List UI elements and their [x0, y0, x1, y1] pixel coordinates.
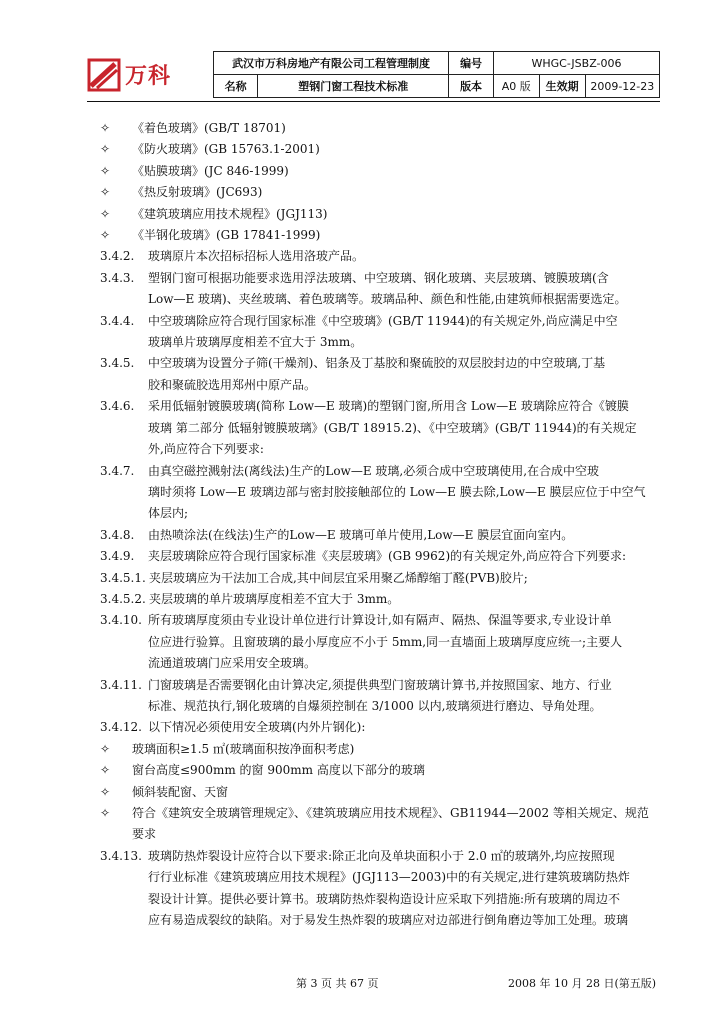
company-logo: [87, 51, 213, 98]
name-label: 名称: [214, 75, 258, 98]
clause-text: 玻璃防热炸裂设计应符合以下要求:除正北向及单块面积小于 2.0 ㎡的玻璃外,均应按照现: [148, 848, 615, 863]
clause-text: 夹层玻璃除应符合现行国家标准《夹层玻璃》(GB 9962)的有关规定外,尚应符合下列要求:: [148, 549, 626, 564]
clause-number: 3.4.6.: [100, 399, 135, 414]
clause-continuation: [100, 418, 660, 439]
clause-number: 3.4.12.: [100, 720, 142, 735]
clause-row: [100, 546, 660, 567]
bullet-icon: ✧: [100, 741, 111, 756]
clause-continuation: [100, 653, 660, 674]
clause-text: Low—E 玻璃)、夹丝玻璃、着色玻璃等。玻璃品种、颜色和性能,由建筑师根据需要选定。: [148, 292, 627, 307]
clause-number: 3.4.5.1.: [100, 570, 146, 585]
clause-text: 外,尚应符合下列要求:: [148, 442, 264, 457]
bullet-text: 符合《建筑安全玻璃管理规定》、《建筑玻璃应用技术规程》、GB11944—2002 等相关规定、规范: [132, 806, 649, 820]
bullet-text: 倾斜装配窗、天窗: [132, 784, 229, 799]
document-body: [100, 118, 660, 931]
clause-number: 3.4.8.: [100, 527, 135, 542]
bullet-icon: ✧: [100, 806, 111, 820]
header-table: [213, 51, 660, 98]
clause-text: 中空玻璃除应符合现行国家标准《中空玻璃》(GB/T 11944)的有关规定外,尚应满足中空: [148, 313, 618, 328]
clause-number: 3.4.5.2.: [100, 591, 146, 606]
bullet-icon: ✧: [100, 206, 111, 221]
clause-continuation: [100, 439, 660, 460]
clause-number: 3.4.7.: [100, 463, 135, 478]
clause-text: 位应进行验算。且窗玻璃的最小厚度应不小于 5mm,同一直墙面上玻璃厚度应统一;主要人: [148, 634, 623, 649]
list-item: ✧ 《热反射玻璃》(JC693): [100, 182, 660, 203]
clause-number: 3.4.11.: [100, 677, 142, 692]
company-title: 武汉市万科房地产有限公司工程管理制度: [214, 52, 449, 75]
bullet-text: 窗台高度≤900mm 的窗 900mm 高度以下部分的玻璃: [132, 763, 425, 778]
version-value: A0 版: [493, 75, 539, 98]
list-item: ✧ 《建筑玻璃应用技术规程》(JGJ113): [100, 204, 660, 225]
clause-row: [100, 353, 660, 374]
clause-row: [100, 589, 660, 610]
bullet-icon: ✧: [100, 121, 111, 135]
clause-text: 采用低辐射镀膜玻璃(简称 Low—E 玻璃)的塑钢门窗,所用含 Low—E 玻璃除应符合《镀膜: [148, 399, 629, 414]
clause-list: [100, 246, 660, 738]
clause-continuation: [100, 375, 660, 396]
clause-text: 标准、规范执行,钢化玻璃的自爆须控制在 3/1000 以内,玻璃须进行磨边、导角处理。: [148, 698, 602, 713]
clause-text: 由真空磁控溅射法(离线法)生产的Low—E 玻璃,必须合成中空玻璃使用,在合成中空玻: [148, 463, 600, 478]
clause-continuation: [100, 910, 660, 931]
clause-row: [100, 568, 660, 589]
clause-number: 3.4.3.: [100, 270, 135, 285]
bullet-icon: ✧: [100, 763, 111, 778]
clause-row: [100, 311, 660, 332]
list-item: ✧ 《半钢化玻璃》(GB 17841-1999): [100, 225, 660, 246]
clause-text: 夹层玻璃应为干法加工合成,其中间层宜采用聚乙烯醇缩丁醛(PVB)胶片;: [149, 570, 528, 585]
clause-number: 3.4.2.: [100, 249, 135, 264]
code-value: WHGC-JSBZ-006: [493, 52, 659, 75]
clause-text: 以下情况必须使用安全玻璃(内外片钢化):: [148, 720, 366, 735]
bullet-icon: ✧: [100, 228, 111, 243]
clause-text: 流通道玻璃门应采用安全玻璃。: [148, 656, 317, 671]
bullet-text: 玻璃面积≥1.5 ㎡(玻璃面积按净面积考虑): [132, 741, 355, 756]
clause-text: 行行业标准《建筑玻璃应用技术规程》(JGJ113—2003)中的有关规定,进行建筑玻璃防热炸: [148, 870, 630, 885]
clause-number: 3.4.13.: [100, 848, 142, 863]
clause-row: [100, 461, 660, 482]
effective-value: 2009-12-23: [585, 75, 659, 98]
standards-bullet-list: [100, 118, 660, 246]
header-rule: [87, 101, 660, 102]
safety-glass-bullet-list: [100, 739, 660, 846]
clause-continuation: [100, 503, 660, 524]
clause-number: 3.4.5.: [100, 356, 135, 371]
clause-text: 裂设计计算。提供必要计算书。玻璃防热炸裂构造设计应采取下列措施:所有玻璃的周边不: [148, 891, 621, 906]
clause-text: 玻璃单片玻璃厚度相差不宜大于 3mm。: [148, 335, 363, 350]
clause-text: 玻璃原片本次招标招标人选用洛玻产品。: [148, 249, 365, 264]
list-item: ✧ 《着色玻璃》(GB/T 18701): [100, 118, 660, 139]
clause-3-4-13: [100, 846, 660, 932]
clause-number: 3.4.9.: [100, 549, 135, 564]
clause-number: 3.4.10.: [100, 613, 142, 628]
bullet-icon: ✧: [100, 185, 111, 200]
clause-row: [100, 610, 660, 631]
list-item: ✧ 《贴膜玻璃》(JC 846-1999): [100, 161, 660, 182]
clause-row: [100, 525, 660, 546]
bullet-text: 要求: [132, 827, 157, 842]
list-item: [100, 824, 660, 845]
list-item: [100, 803, 660, 824]
clause-text: 塑钢门窗可根据功能要求选用浮法玻璃、中空玻璃、钢化玻璃、夹层玻璃、镀膜玻璃(含: [148, 270, 609, 285]
clause-row: [100, 268, 660, 289]
page-number: 第 3 页 共 67 页: [296, 977, 379, 990]
clause-continuation: [100, 889, 660, 910]
clause-continuation: [100, 696, 660, 717]
clause-row: [100, 396, 660, 417]
clause-continuation: [100, 289, 660, 310]
bullet-icon: ✧: [100, 163, 111, 178]
list-item: [100, 782, 660, 803]
clause-text: 由热喷涂法(在线法)生产的Low—E 玻璃可单片使用,Low—E 膜层宜面向室内。: [148, 527, 574, 542]
clause-text: 璃时须将 Low—E 玻璃边部与密封胶接触部位的 Low—E 膜去除,Low—E 膜层应位于中空气: [148, 484, 646, 499]
clause-text: 所有玻璃厚度须由专业设计单位进行计算设计,如有隔声、隔热、保温等要求,专业设计单: [148, 613, 612, 628]
clause-row: [100, 846, 660, 867]
effective-label: 生效期: [539, 75, 585, 98]
bullet-icon: ✧: [100, 142, 111, 157]
clause-number: 3.4.4.: [100, 313, 135, 328]
list-item: [100, 739, 660, 760]
clause-text: 门窗玻璃是否需要钢化由计算决定,须提供典型门窗玻璃计算书,并按照国家、地方、行业: [148, 677, 612, 692]
bullet-icon: ✧: [100, 784, 111, 799]
footer-date: 2008 年 10 月 28 日(第五版): [508, 977, 657, 990]
vanke-logo-icon: [87, 58, 121, 92]
clause-text: 玻璃 第二部分 低辐射镀膜玻璃》(GB/T 18915.2)、《中空玻璃》(GB/T 11944)的有关规定: [148, 420, 637, 435]
clause-row: [100, 246, 660, 267]
clause-text: 体层内;: [148, 506, 189, 521]
clause-continuation: [100, 482, 660, 503]
clause-continuation: [100, 867, 660, 888]
list-item: ✧ 《防火玻璃》(GB 15763.1-2001): [100, 139, 660, 160]
logo-text: 万科: [125, 64, 172, 89]
clause-continuation: [100, 332, 660, 353]
name-value: 塑钢门窗工程技术标准: [258, 75, 449, 98]
version-label: 版本: [449, 75, 494, 98]
clause-continuation: [100, 632, 660, 653]
clause-row: [100, 675, 660, 696]
code-label: 编号: [449, 52, 494, 75]
clause-text: 夹层玻璃的单片玻璃厚度相差不宜大于 3mm。: [149, 591, 400, 606]
clause-row: [100, 717, 660, 738]
clause-text: 胶和聚硫胶选用郑州中原产品。: [148, 377, 317, 392]
clause-text: 应有易造成裂纹的缺陷。对于易发生热炸裂的玻璃应对边部进行倒角磨边等加工处理。玻璃: [148, 913, 629, 928]
list-item: [100, 760, 660, 781]
document-header: [87, 51, 660, 100]
clause-text: 中空玻璃为设置分子筛(干燥剂)、铝条及丁基胶和聚硫胶的双层胶封边的中空玻璃,丁基: [148, 356, 606, 371]
